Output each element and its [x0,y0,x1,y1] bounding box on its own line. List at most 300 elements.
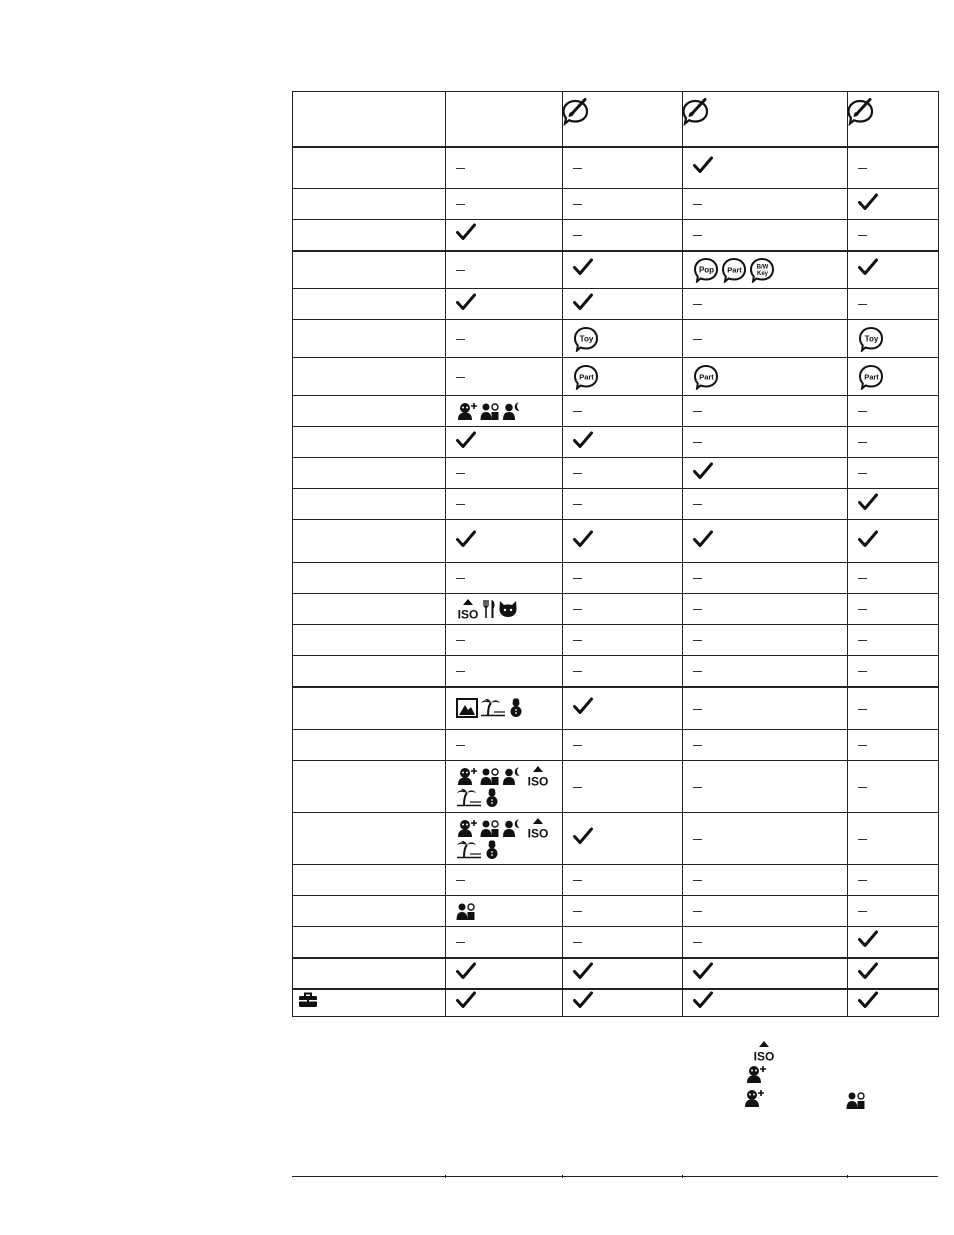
table-row [293,520,939,563]
not-available-dash [858,609,867,610]
check-mark-icon [858,930,878,953]
check-mark-icon [693,156,713,179]
scene-icon-group [858,364,938,390]
table-cell [848,358,939,396]
night-portrait-icon [456,901,476,921]
night-portrait-icon [480,818,500,838]
table-row [293,687,939,730]
not-available-dash [456,504,465,505]
table-cell [446,656,563,687]
beach-icon [456,788,482,808]
check-mark-icon [858,258,878,281]
table-cell [683,427,848,458]
not-available-dash [858,304,867,305]
bottom-divider [292,1176,938,1177]
not-available-dash [858,640,867,641]
table-cell [446,147,563,189]
table-cell [683,989,848,1017]
table-cell [446,989,563,1017]
header-cell [848,92,939,147]
check-mark-icon [573,962,593,985]
check-mark-icon [693,462,713,485]
footnote-night-portrait-icon [846,1090,868,1115]
table-cell [848,625,939,656]
not-available-dash [456,880,465,881]
row-label-cell [293,358,446,396]
row-label-cell [293,489,446,520]
not-available-dash [573,168,582,169]
table-cell [446,320,563,358]
table-cell [848,865,939,896]
table-cell [446,687,563,730]
snow-icon [508,698,524,718]
high-sensitivity-iso-icon [456,598,480,620]
table-cell [446,427,563,458]
table-row [293,761,939,813]
svg-text:ISO: ISO [527,774,549,787]
scene-icon-group [573,326,682,352]
check-mark-icon [456,991,476,1014]
row-label-cell [293,289,446,320]
pop-color-icon [693,257,719,283]
table-row [293,289,939,320]
night-portrait-icon [480,766,500,786]
not-available-dash [693,671,702,672]
not-available-dash [858,473,867,474]
table-cell [848,989,939,1017]
not-available-dash [693,304,702,305]
table-cell [446,730,563,761]
table-row [293,358,939,396]
table-cell [683,896,848,927]
table-cell [563,927,683,958]
not-available-dash [573,671,582,672]
table-cell [683,220,848,251]
svg-text:ISO: ISO [527,826,549,839]
table-cell [848,896,939,927]
row-label-cell [293,220,446,251]
svg-text:Part: Part [864,372,879,381]
row-label-cell [293,520,446,563]
not-available-dash [858,709,867,710]
not-available-dash [456,473,465,474]
not-available-dash [858,442,867,443]
snow-icon [484,788,500,808]
soft-skin-icon [743,1088,765,1113]
not-available-dash [573,640,582,641]
check-mark-icon [858,962,878,985]
table-cell [848,251,939,289]
table-cell [848,958,939,989]
table-cell [563,896,683,927]
table-cell [683,865,848,896]
header-cell [563,92,683,147]
not-available-dash [573,880,582,881]
table-cell [563,358,683,396]
table-cell [446,813,563,865]
not-available-dash [573,578,582,579]
not-available-dash [693,839,702,840]
not-available-dash [693,640,702,641]
table-row [293,251,939,289]
table-cell [446,289,563,320]
table-cell [683,147,848,189]
picture-effect-brush-icon [562,98,590,131]
svg-text:Toy: Toy [579,334,594,343]
row-label-cell [293,251,446,289]
row-label-cell [293,147,446,189]
row-label-cell [293,813,446,865]
table-cell [683,189,848,220]
settings-toolbox-icon [298,992,318,1013]
table-cell [563,656,683,687]
scene-icon-group [456,901,562,921]
night-portrait-icon [480,401,500,421]
table-cell [683,489,848,520]
table-row [293,563,939,594]
not-available-dash [456,339,465,340]
high-contrast-mono-icon [749,257,775,283]
check-mark-icon [573,293,593,316]
table-cell [446,761,563,813]
picture-effect-brush-icon [847,98,875,131]
check-mark-icon [573,530,593,553]
not-available-dash [456,942,465,943]
check-mark-icon [456,223,476,246]
svg-text:Pop: Pop [698,265,715,275]
table-row [293,489,939,520]
not-available-dash [693,609,702,610]
table-cell [683,520,848,563]
not-available-dash [858,411,867,412]
table-cell [563,687,683,730]
svg-text:Part: Part [579,372,594,381]
table-cell [563,625,683,656]
table-row [293,625,939,656]
not-available-dash [693,235,702,236]
scene-icon-group [693,364,847,390]
table-cell [683,320,848,358]
partial-color-icon [858,364,884,390]
footnote-soft-skin-icon-2 [743,1088,767,1113]
check-mark-icon [693,530,713,553]
table-cell [848,813,939,865]
table-cell [683,625,848,656]
table-cell [848,687,939,730]
not-available-dash [693,204,702,205]
table-cell [683,958,848,989]
beach-icon [456,840,482,860]
table-row [293,427,939,458]
table-row [293,730,939,761]
table-cell [446,563,563,594]
scene-icon-group [456,598,562,620]
feature-compatibility-table [292,91,939,1017]
not-available-dash [693,880,702,881]
check-mark-icon [858,530,878,553]
scene-icon-group [858,326,938,352]
table-cell [848,320,939,358]
check-mark-icon [693,991,713,1014]
not-available-dash [456,168,465,169]
table-cell [848,289,939,320]
row-label-cell [293,427,446,458]
table-row [293,813,939,865]
beach-icon [480,698,506,718]
table-cell [563,220,683,251]
table-cell [683,358,848,396]
table-cell [683,656,848,687]
not-available-dash [693,911,702,912]
row-label-cell [293,189,446,220]
table-cell [848,396,939,427]
table-cell [683,458,848,489]
check-mark-icon [693,962,713,985]
table-cell [848,761,939,813]
table-row [293,927,939,958]
check-mark-icon [573,827,593,850]
high-sensitivity-iso-icon [752,1040,776,1067]
table-cell [563,520,683,563]
partial-color-icon [693,364,719,390]
not-available-dash [693,442,702,443]
table-cell [848,189,939,220]
table-cell [563,458,683,489]
night-portrait-icon [846,1090,866,1115]
table-cell [446,865,563,896]
not-available-dash [693,504,702,505]
soft-skin-icon [456,401,478,421]
not-available-dash [858,839,867,840]
table-cell [446,594,563,625]
not-available-dash [573,473,582,474]
svg-text:Part: Part [727,265,742,275]
table-cell [563,761,683,813]
handheld-twilight-icon [502,766,524,786]
table-cell [563,189,683,220]
svg-text:Key: Key [756,270,769,277]
soft-skin-icon [745,1064,767,1089]
table-cell [683,927,848,958]
scene-icon-group [456,698,562,718]
table-cell [683,687,848,730]
table-cell [563,147,683,189]
not-available-dash [693,942,702,943]
svg-text:B/W: B/W [756,264,769,271]
high-sensitivity-iso-icon [526,765,550,787]
table-cell [848,147,939,189]
not-available-dash [573,745,582,746]
row-label-cell [293,625,446,656]
table-cell [563,813,683,865]
row-label-cell [293,896,446,927]
toy-camera-icon [858,326,884,352]
not-available-dash [573,942,582,943]
table-cell [446,220,563,251]
svg-text:ISO: ISO [753,1049,775,1062]
not-available-dash [693,578,702,579]
not-available-dash [456,640,465,641]
table-cell [563,594,683,625]
scene-icon-group [456,817,562,860]
handheld-twilight-icon [502,818,524,838]
table-cell [683,563,848,594]
not-available-dash [858,578,867,579]
table-cell [446,396,563,427]
table-cell [563,865,683,896]
row-label-cell [293,730,446,761]
not-available-dash [573,235,582,236]
svg-text:ISO: ISO [457,607,479,620]
table-row [293,594,939,625]
gourmet-icon [482,599,496,619]
table-cell [848,563,939,594]
snow-icon [484,840,500,860]
table-cell [683,594,848,625]
table-row [293,320,939,358]
picture-effect-brush-icon [682,98,710,131]
row-label-cell [293,989,446,1017]
check-mark-icon [456,293,476,316]
not-available-dash [456,745,465,746]
table-cell [446,896,563,927]
header-cell [683,92,848,147]
partial-color-icon [721,257,747,283]
row-label-cell [293,458,446,489]
table-cell [683,761,848,813]
row-label-cell [293,687,446,730]
table-row [293,896,939,927]
table-cell [446,520,563,563]
row-label-cell [293,396,446,427]
not-available-dash [693,709,702,710]
table-cell [563,958,683,989]
not-available-dash [858,745,867,746]
check-mark-icon [456,431,476,454]
check-mark-icon [573,697,593,720]
table-row [293,989,939,1017]
table-cell [683,251,848,289]
table-cell [563,427,683,458]
check-mark-icon [573,991,593,1014]
not-available-dash [858,787,867,788]
table-cell [563,989,683,1017]
check-mark-icon [456,962,476,985]
svg-text:Part: Part [699,372,714,381]
toy-camera-icon [573,326,599,352]
footnote-iso-icon [752,1040,778,1067]
table-cell [563,320,683,358]
table-cell [848,594,939,625]
soft-skin-icon [456,766,478,786]
table-cell [446,927,563,958]
table-cell [446,358,563,396]
not-available-dash [573,911,582,912]
table-cell [848,220,939,251]
table-row [293,396,939,427]
table-cell [563,489,683,520]
partial-color-icon [573,364,599,390]
svg-text:Toy: Toy [864,334,879,343]
check-mark-icon [858,991,878,1014]
not-available-dash [858,671,867,672]
not-available-dash [573,609,582,610]
landscape-icon [456,698,478,718]
footnote-soft-skin-icon [745,1064,769,1089]
table-row [293,958,939,989]
table-cell [683,289,848,320]
table-cell [446,458,563,489]
table-cell [563,730,683,761]
table-row [293,656,939,687]
row-label-cell [293,865,446,896]
not-available-dash [573,504,582,505]
table-cell [848,489,939,520]
scene-icon-group [693,257,847,283]
row-label-cell [293,594,446,625]
table-cell [848,520,939,563]
not-available-dash [858,911,867,912]
not-available-dash [858,880,867,881]
not-available-dash [693,745,702,746]
scene-icon-group [456,765,562,808]
not-available-dash [693,339,702,340]
handheld-twilight-icon [502,401,524,421]
table-cell [683,396,848,427]
scene-icon-group [456,401,562,421]
not-available-dash [693,411,702,412]
table-row [293,220,939,251]
table-row [293,147,939,189]
check-mark-icon [858,193,878,216]
table-cell [446,625,563,656]
table-cell [848,427,939,458]
not-available-dash [456,270,465,271]
not-available-dash [456,578,465,579]
row-label-cell [293,958,446,989]
not-available-dash [573,204,582,205]
not-available-dash [858,235,867,236]
row-label-cell [293,656,446,687]
not-available-dash [858,168,867,169]
table-cell [848,458,939,489]
row-label-cell [293,927,446,958]
table-cell [563,396,683,427]
table-cell [683,813,848,865]
table-cell [446,251,563,289]
table-cell [683,730,848,761]
check-mark-icon [573,431,593,454]
soft-skin-icon [456,818,478,838]
table-cell [848,730,939,761]
header-cell [446,92,563,147]
table-header-row [293,92,939,147]
not-available-dash [456,671,465,672]
table-cell [563,289,683,320]
check-mark-icon [456,530,476,553]
row-label-cell [293,320,446,358]
table-cell [848,927,939,958]
scene-icon-group [573,364,682,390]
not-available-dash [456,204,465,205]
row-label-cell [293,761,446,813]
table-row [293,865,939,896]
table-cell [563,563,683,594]
check-mark-icon [858,493,878,516]
table-cell [563,251,683,289]
not-available-dash [456,377,465,378]
table-cell [446,958,563,989]
